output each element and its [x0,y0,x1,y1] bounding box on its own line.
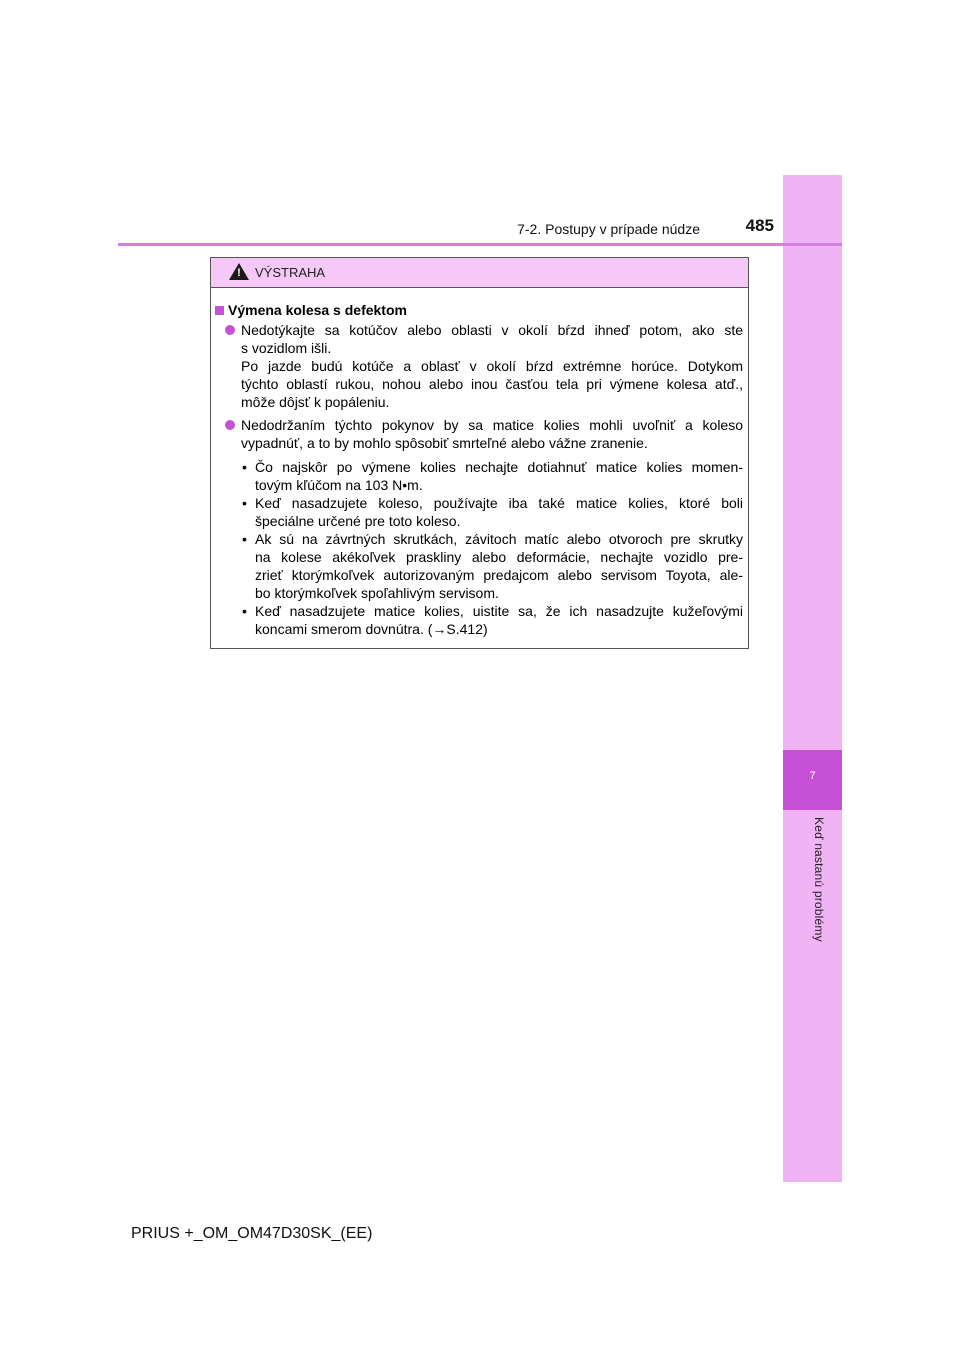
warning-title: VÝSTRAHA [255,265,326,280]
text-line: Po jazde budú kotúče a oblasť v okolí bŕzd extrémne horúce. Dotykom [241,358,743,374]
circle-bullet-icon [225,325,235,335]
warning-box [210,257,749,649]
text-line: špeciálne určené pre toto koleso. [255,513,461,529]
warning-item [241,321,743,411]
text-line: Keď nasadzujete koleso, používajte iba také matice kolies, ktoré boli [255,495,743,511]
text-line: tovým kľúčom na 103 N•m. [255,477,423,493]
text-line: týchto oblastí rukou, nohou alebo inou časťou tela pri výmene kolesa atď., [241,376,743,392]
bullet-dot-icon: • [242,459,247,475]
text-line: Ak sú na závrtných skrutkách, závitoch matíc alebo otvoroch pre skrutky [255,531,743,547]
section-title: 7-2. Postupy v prípade núdze [517,221,700,237]
bullet-dot-icon: • [242,531,247,547]
exclamation-icon: ! [237,267,241,279]
bullet-item [242,458,743,494]
text-line: Nedotýkajte sa kotúčov alebo oblasti v okolí bŕzd ihneď potom, ako ste [241,322,743,338]
warning-heading [215,301,407,319]
text-line: Keď nasadzujete matice kolies, uistite sa, že ich nasadzujte kužeľovými [255,603,743,619]
text-line: môže dôjsť k popáleniu. [241,394,390,410]
warning-header [211,258,748,288]
bullet-item [242,494,743,530]
text-line: Nedodržaním týchto pokynov by sa matice kolies mohli uvoľniť a koleso [241,417,743,433]
bullet-dot-icon: • [242,603,247,619]
chapter-number: 7 [809,770,816,782]
text-line: koncami smerom dovnútra. (→S.412) [255,621,488,637]
square-bullet-icon [215,306,224,315]
text-line: s vozidlom išli. [241,340,332,356]
document-code: PRIUS +_OM_OM47D30SK_(EE) [131,1225,373,1242]
circle-bullet-icon [225,420,235,430]
text-line: vypadnúť, a to by mohlo spôsobiť smrteľné alebo vážne zranenie. [241,435,648,451]
page-number: 485 [745,216,774,235]
text-line: Čo najskôr po výmene kolies nechajte dotiahnuť matice kolies momen- [255,459,743,475]
bullet-dot-icon: • [242,495,247,511]
chapter-label: Keď nastanú problémy [812,817,826,942]
bullet-item [242,530,743,602]
text-line: na kolese akékoľvek praskliny alebo deformácie, nechajte vozidlo pre- [255,549,743,565]
text-line: zrieť ktorýmkoľvek autorizovaným predajcom alebo servisom Toyota, ale- [255,567,743,583]
warning-item [241,416,743,452]
text-line: bo ktorýmkoľvek spoľahlivým servisom. [255,585,499,601]
chapter-side-tab [783,175,842,1182]
bullet-item [242,602,743,638]
warning-heading-text: Výmena kolesa s defektom [228,302,407,318]
header-divider [118,243,842,246]
